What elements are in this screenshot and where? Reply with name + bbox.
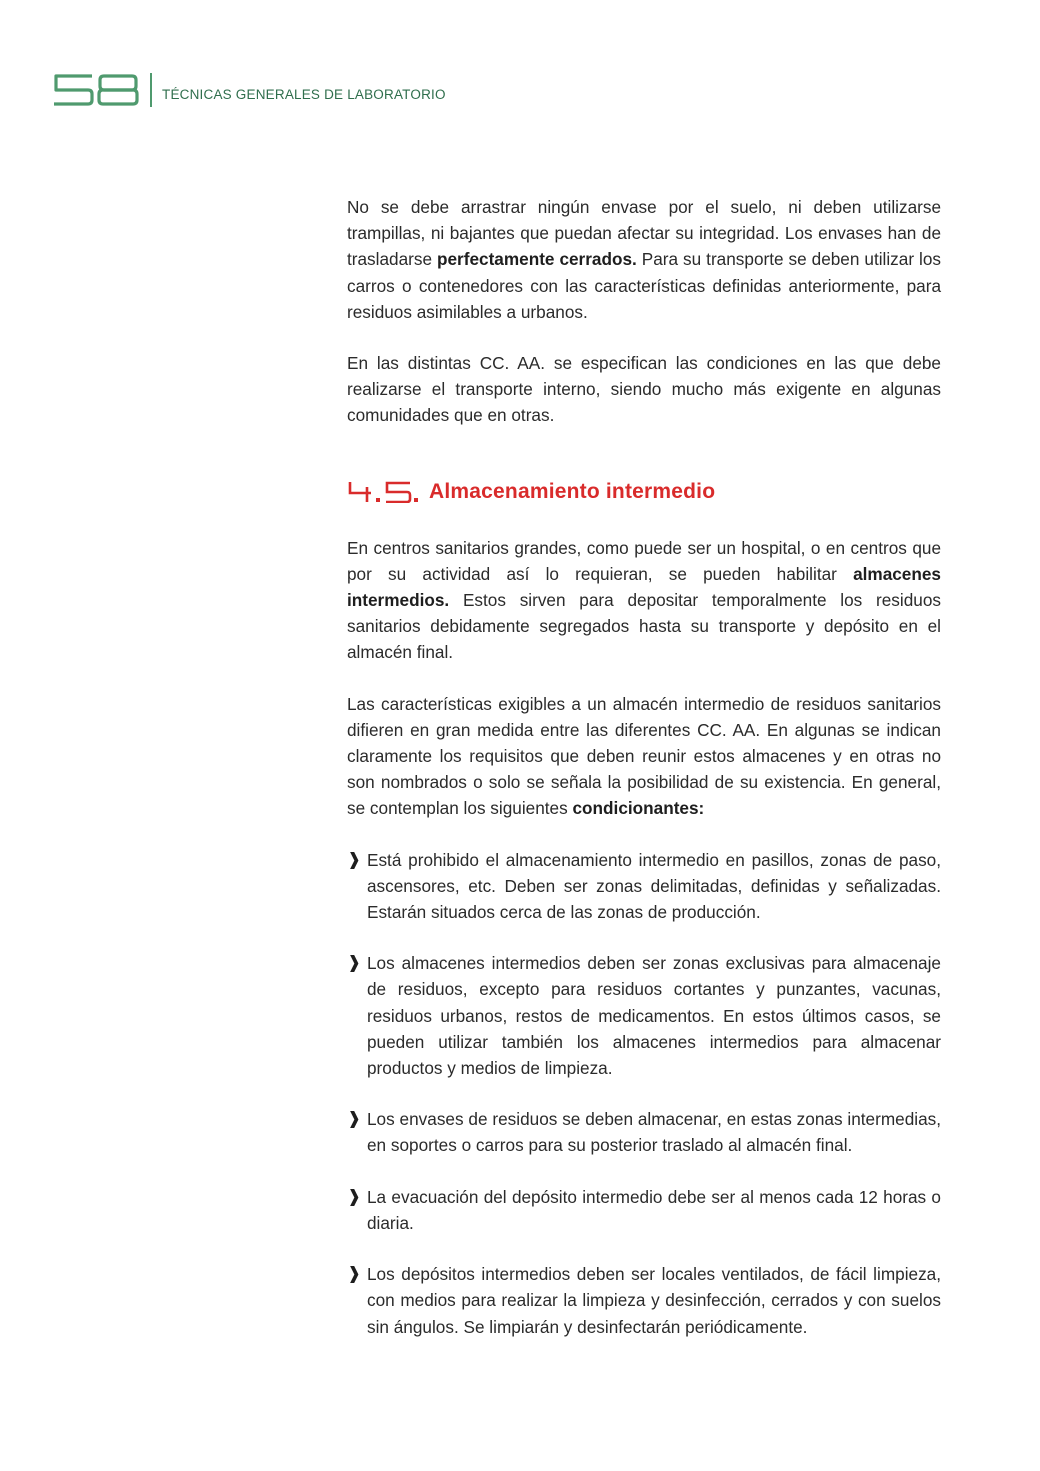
bullet-chevron-icon: ❱ [347,1186,362,1206]
page-number-glyphs [52,73,140,107]
bold-term: perfectamente cerrados. [436,249,637,270]
paragraph-almacenes: En centros sanitarios grandes, como puede ser un hospital, o en centros que por su actividad así lo requieran, se pueden habilitar almacenes intermedios. Estos sirven para depositar temporalmente los residuos sanitarios debidamente segregados hasta su transporte y depósito en el almacén final. [347,537,941,663]
list-item: ❱ Los envases de residuos se deben almacenar, en estas zonas intermedias, en soportes o carros para su posterior traslado al almacén final. [347,1106,941,1158]
conditions-list [347,847,941,1340]
bullet-chevron-icon: ❱ [347,953,362,973]
main-content [347,194,941,1365]
section-number-glyphs [347,481,419,503]
bullet-chevron-icon: ❱ [347,1109,362,1129]
list-item: ❱ Los depósitos intermedios deben ser locales ventilados, de fácil limpieza, con medios para realizar la limpieza y desinfección, cerrados y con suelos sin ángulos. Se limpiarán y desinfectarán periódicamente. [347,1261,941,1340]
list-item: ❱ Está prohibido el almacenamiento intermedio en pasillos, zonas de paso, ascensores, etc. Deben ser zonas delimitadas, definidas y señalizadas. Estarán situados cerca de las zonas de producción. [347,847,941,926]
section-title: Almacenamiento intermedio [429,479,716,503]
paragraph-transport: No se debe arrastrar ningún envase por el suelo, ni deben utilizarse trampillas, ni bajantes que puedan afectar su integridad. Los envases han de trasladarse perfectamente cerrados. Para su transporte se deben utilizar los carros o contenedores con las características definidas anteriormente, para residuos asimilables a urbanos. [347,197,941,322]
page-header [52,70,446,110]
paragraph-caracteristicas: Las características exigibles a un almacén intermedio de residuos sanitarios difieren en gran medida entre las diferentes CC. AA. En algunas se indican claramente los requisitos que deben reunir estos almacenes y en otras no son nombrados o solo se señala la posibilidad de su existencia. En general, se contemplan los siguientes condicionantes: [347,693,941,819]
bold-term: almacenes intermedios. [347,563,941,611]
bullet-chevron-icon: ❱ [347,1264,362,1284]
page-number [52,70,140,110]
header-divider [150,73,152,107]
list-item: ❱ La evacuación del depósito intermedio debe ser al menos cada 12 horas o diaria. [347,1184,941,1236]
section-heading [347,477,941,507]
header-title: TÉCNICAS GENERALES DE LABORATORIO [162,86,446,102]
paragraph-ccaa: En las distintas CC. AA. se especifican las condiciones en las que debe realizarse el transporte interno, siendo mucho más exigente en algunas comunidades que en otras. [347,353,941,426]
list-item: ❱ Los almacenes intermedios deben ser zonas exclusivas para almacenaje de residuos, excepto para residuos cortantes y punzantes, vacunas, residuos urbanos, restos de medicamentos. En estos últimos casos, se pueden utilizar también los almacenes intermedios para almacenar productos y medios de limpieza. [347,950,941,1081]
bold-term: condicionantes: [572,798,705,819]
bullet-chevron-icon: ❱ [347,849,362,869]
